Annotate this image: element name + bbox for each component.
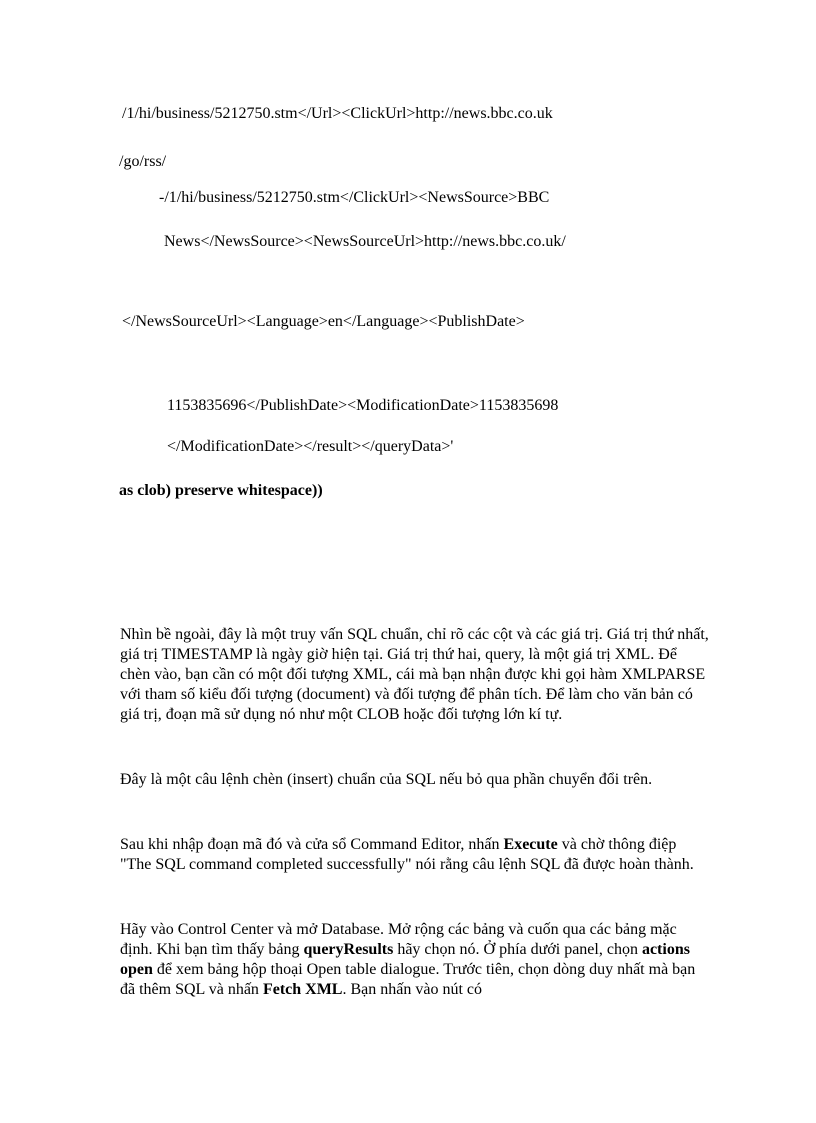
paragraph-insert-statement: Đây là một câu lệnh chèn (insert) chuẩn của SQL nếu bỏ qua phần chuyển đổi trên. — [120, 771, 653, 788]
code-line: -/1/hi/business/5212750.stm</ClickUrl><NewsSource>BBC — [159, 189, 550, 206]
execute-term: Execute — [503, 836, 558, 853]
code-line: /go/rss/ — [119, 153, 167, 170]
code-line: </NewsSourceUrl><Language>en</Language><PublishDate> — [122, 313, 525, 330]
code-line: </ModificationDate></result></queryData>' — [167, 438, 454, 455]
paragraph-control-center: Hãy vào Control Center và mở Database. Mở rộng các bảng và cuốn qua các bảng mặc định. Khi bạn tìm thấy bảng queryResults hãy chọn nó. Ở phía dưới panel, chọn actions open để xem bảng hộp thoại Open table dialogue. Trước tiên, chọn dòng duy nhất mà bạn đã thêm SQL và nhấn Fetch XML. Bạn nhấn vào nút có — [120, 921, 696, 998]
code-line: /1/hi/business/5212750.stm</Url><ClickUrl>http://news.bbc.co.uk — [122, 105, 553, 122]
query-results-term: queryResults — [303, 941, 394, 958]
code-line: 1153835696</PublishDate><ModificationDate>1153835698 — [167, 397, 559, 414]
fetch-xml-term: Fetch XML — [262, 981, 343, 998]
actions-open-term: actions open — [120, 941, 690, 978]
paragraph-execute: Sau khi nhập đoạn mã đó và cửa sổ Command Editor, nhấn Execute và chờ thông điệp "The SQL command completed successfully" nói rằng câu lệnh SQL đã được hoàn thành. — [120, 836, 694, 873]
code-ending: as clob) preserve whitespace)) — [119, 482, 323, 499]
code-line: News</NewsSource><NewsSourceUrl>http://news.bbc.co.uk/ — [164, 233, 566, 250]
paragraph-explanation: Nhìn bề ngoài, đây là một truy vấn SQL chuẩn, chỉ rõ các cột và các giá trị. Giá trị thứ nhất, giá trị TIMESTAMP là ngày giờ hiện tại. Giá trị thứ hai, query, là một giá trị XML. Để chèn vào, bạn cần có một đối tượng XML, cái mà bạn nhận được khi gọi hàm XMLPARSE với tham số kiểu đối tượng (document) và đối tượng để phân tích. Để làm cho văn bản có giá trị, đoạn mã sử dụng nó như một CLOB hoặc đối tượng lớn kí tự. — [120, 626, 709, 723]
